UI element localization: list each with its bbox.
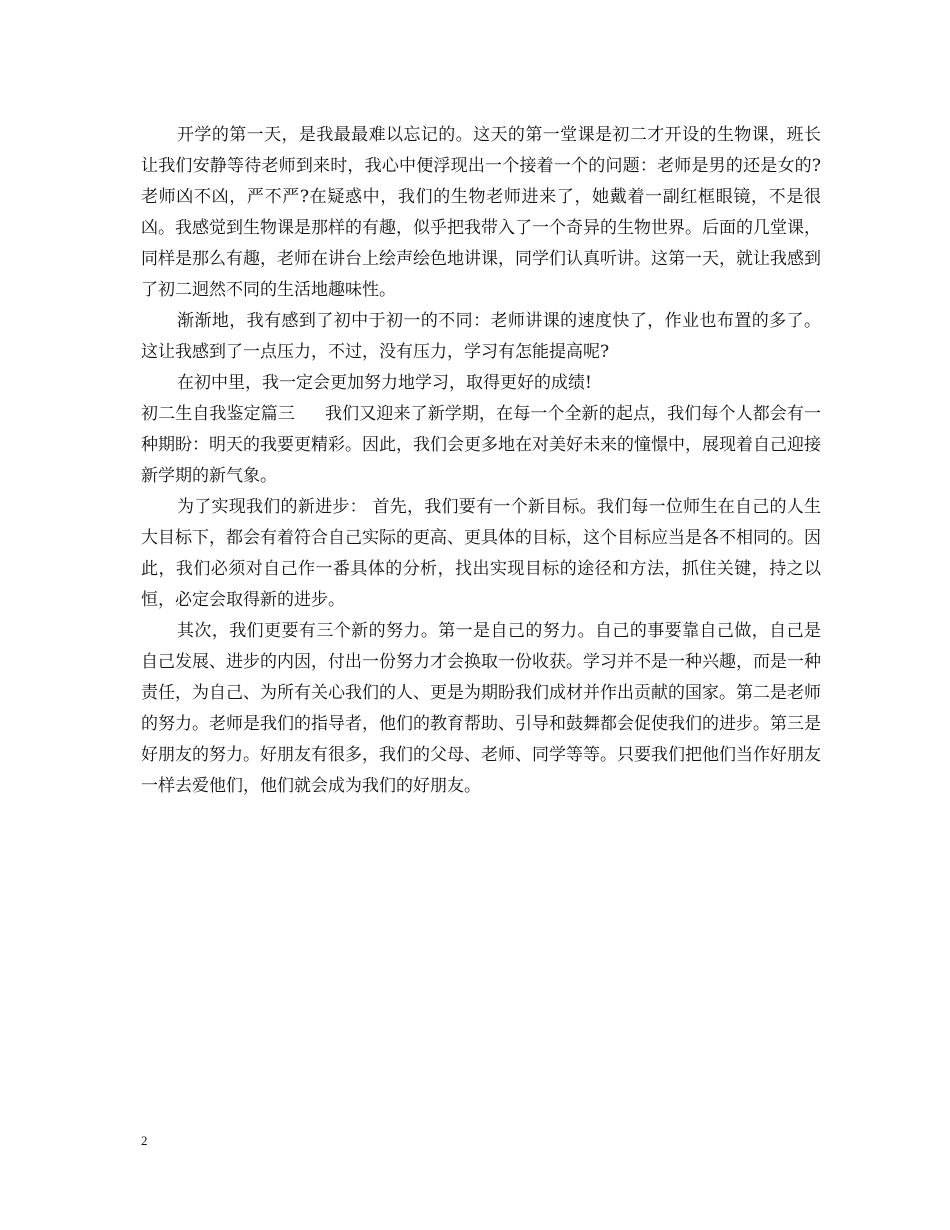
document-body [141,120,821,802]
section-intro: 我们又迎来了新学期，在每一个全新的起点，我们每个人都会有一种期盼：明天的我要更精彩。因此，我们会更多地在对美好未来的憧憬中，展现着自己迎接新学期的新气象。 [141,404,822,486]
paragraph-first-day: 开学的第一天，是我最最难以忘记的。这天的第一堂课是初二才开设的生物课，班长让我们安静等待老师到来时，我心中便浮现出一个接着一个的问题：老师是男的还是女的?老师凶不凶，严不严?在疑惑中，我们的生物老师进来了，她戴着一副红框眼镜，不是很凶。我感觉到生物课是那样的有趣，似乎把我带入了一个奇异的生物世界。后面的几堂课，同样是那么有趣，老师在讲台上绘声绘色地讲课，同学们认真听讲。这第一天，就让我感到了初二迥然不同的生活地趣味性。 [141,125,821,300]
paragraph-new-goal: 为了实现我们的新进步： 首先，我们要有一个新目标。我们每一位师生在自己的人生大目标下，都会有着符合自己实际的更高、更具体的目标，这个目标应当是各不相同的。因此，我们必须对自己作一番具体的分析，找出实现目标的途径和方法，抓住关键，持之以恒，必定会取得新的进步。 [141,497,821,610]
section-title: 初二生自我鉴定篇三 [141,404,295,424]
paragraph-three-efforts: 其次，我们更要有三个新的努力。第一是自己的努力。自己的事要靠自己做，自己是自己发展、进步的内因，付出一份努力才会换取一份收获。学习并不是一种兴趣，而是一种责任，为自己、为所有关心我们的人、更是为期盼我们成材并作出贡献的国家。第二是老师的努力。老师是我们的指导者，他们的教育帮助、引导和鼓舞都会促使我们的进步。第三是好朋友的努力。好朋友有很多，我们的父母、老师、同学等等。只要我们把他们当作好朋友一样去爱他们，他们就会成为我们的好朋友。 [141,621,821,796]
paragraph-pressure: 渐渐地，我有感到了初中于初一的不同：老师讲课的速度快了，作业也布置的多了。这让我感到了一点压力，不过，没有压力，学习有怎能提高呢? [141,311,821,362]
paragraph-resolution: 在初中里，我一定会更加努力地学习，取得更好的成绩! [177,373,592,393]
page-number: 2 [141,1133,148,1148]
section-heading-paragraph [141,399,821,492]
